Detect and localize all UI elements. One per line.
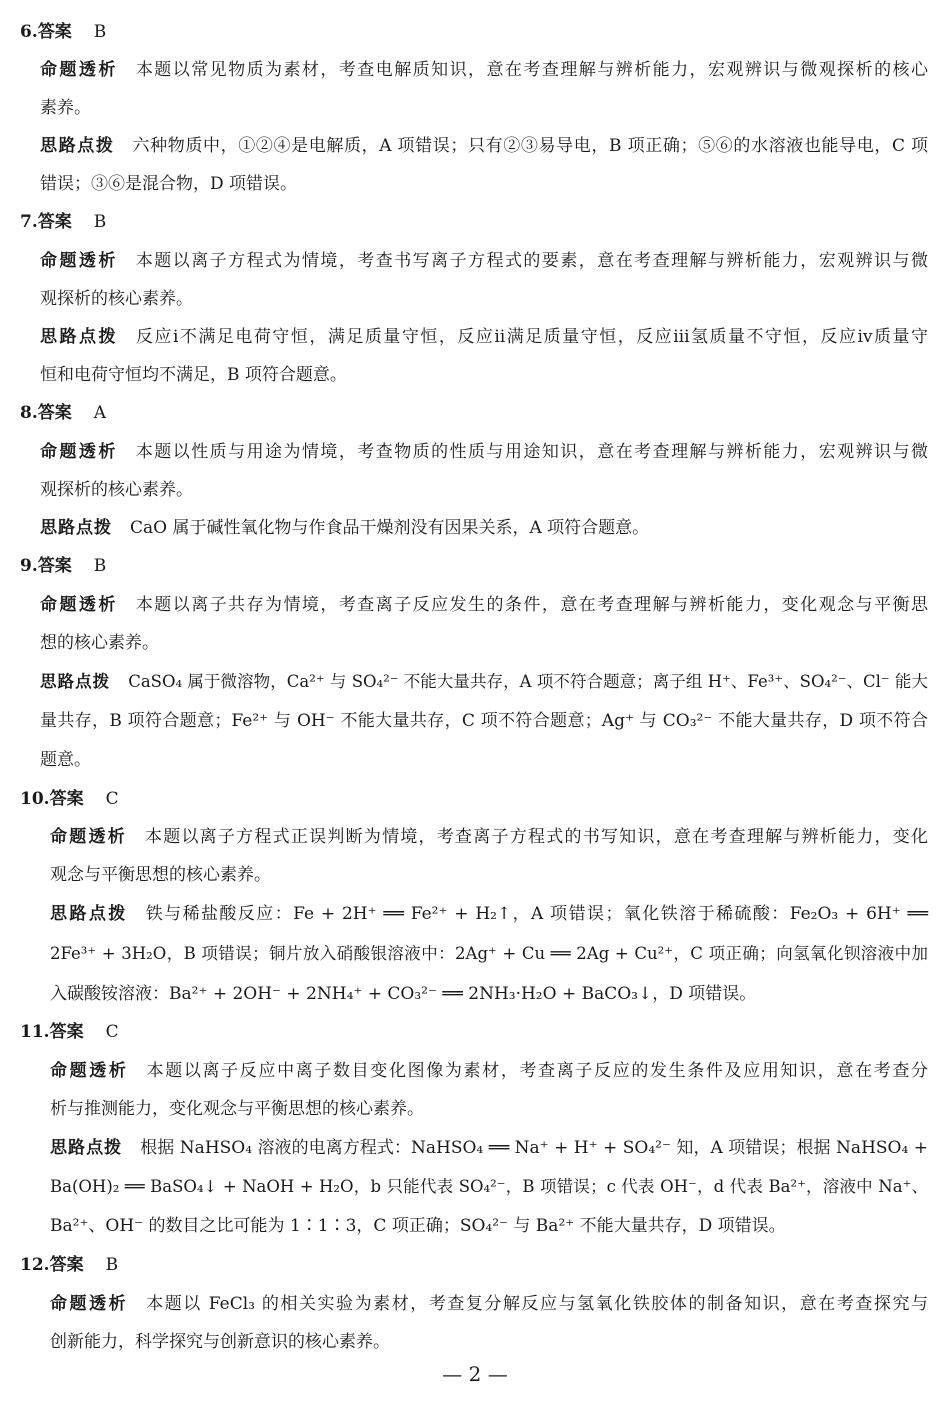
q12-number: 12. <box>20 1255 50 1275</box>
q8-answer-label: 答案 <box>37 403 72 423</box>
q10-hint-label: 思路点拨 <box>50 904 128 924</box>
q9-answer-label: 答案 <box>37 556 72 576</box>
q9-analysis-line-2: 想的核心素养。 <box>40 633 159 653</box>
q10-analysis-line-2: 观念与平衡思想的核心素养。 <box>50 865 271 885</box>
q8-hint-label: 思路点拨 <box>40 518 112 538</box>
q6-analysis-text-1: 本题以常见物质为素材，考查电解质知识，意在考查理解与辨析能力，宏观辨识与微观探析的核心 <box>135 60 929 80</box>
q9-analysis-line-1 <box>40 593 928 617</box>
q12-answer-label: 答案 <box>49 1255 84 1275</box>
q12-analysis-line-1 <box>50 1292 928 1316</box>
q11-answer-value: C <box>105 1022 119 1042</box>
q12-analysis-label: 命题透析 <box>50 1294 129 1314</box>
q7-number: 7. <box>20 212 38 232</box>
q10-hint-line-2: 2Fe³⁺ + 3H₂O，B 项错误；铜片放入硝酸银溶液中：2Ag⁺ + Cu ══ 2Ag + Cu²⁺，C 项正确；向氢氧化钡溶液中加 <box>50 944 928 963</box>
q7-answer-value: B <box>93 212 107 232</box>
q10-hint-text-1: 铁与稀盐酸反应：Fe + 2H⁺ ══ Fe²⁺ + H₂↑，A 项错误；氧化铁溶于稀硫酸：Fe₂O₃ + 6H⁺ ══ <box>145 904 929 924</box>
q8-hint-text-1: CaO 属于碱性氧化物与作食品干燥剂没有因果关系，A 项符合题意。 <box>130 518 650 538</box>
page-number: — 2 — <box>442 1362 508 1386</box>
q11-analysis-line-2: 析与推测能力，变化观念与平衡思想的核心素养。 <box>50 1099 424 1119</box>
q7-hint-line-1 <box>40 325 928 349</box>
q6-hint-text-1: 六种物质中，①②④是电解质，A 项错误；只有②③易导电，B 项正确；⑤⑥的水溶液也能导电，C 项 <box>132 136 928 156</box>
q6-analysis-line-2: 素养。 <box>40 98 91 118</box>
q7-analysis-text-1: 本题以离子方程式为情境，考查书写离子方程式的要素，意在考查理解与辨析能力，宏观辨识与微 <box>135 251 929 271</box>
q10-number: 10. <box>20 789 50 809</box>
q9-analysis-label: 命题透析 <box>40 595 118 615</box>
q9-hint-text-1: CaSO₄ 属于微溶物，Ca²⁺ 与 SO₄²⁻ 不能大量共存，A 项不符合题意；离子组 H⁺、Fe³⁺、SO₄²⁻、Cl⁻ 能大 <box>128 672 928 691</box>
q8-analysis-line-1 <box>40 440 928 464</box>
q11-analysis-label: 命题透析 <box>50 1061 129 1081</box>
q8-answer-value: A <box>93 403 107 423</box>
q10-hint-line-1 <box>50 902 928 926</box>
q10-analysis-text-1: 本题以离子方程式正误判断为情境，考查离子方程式的书写知识，意在考查理解与辨析能力，变化 <box>144 827 929 847</box>
q6-analysis-line-1 <box>40 58 928 82</box>
q10-answer-line <box>20 787 119 811</box>
q6-hint-label: 思路点拨 <box>40 136 115 156</box>
q6-analysis-label: 命题透析 <box>40 60 118 80</box>
q11-analysis-line-1 <box>50 1059 928 1083</box>
q8-analysis-line-2: 观探析的核心素养。 <box>40 480 193 500</box>
q11-answer-label: 答案 <box>49 1022 84 1042</box>
q9-hint-line-2: 量共存，B 项符合题意；Fe²⁺ 与 OH⁻ 不能大量共存，C 项不符合题意；Ag⁺ 与 CO₃²⁻ 不能大量共存，D 项不符合 <box>40 711 928 731</box>
q7-hint-text-1: 反应ⅰ不满足电荷守恒，满足质量守恒，反应ⅱ满足质量守恒，反应ⅲ氢质量不守恒，反应ⅳ质量守 <box>136 327 929 347</box>
q8-analysis-text-1: 本题以性质与用途为情境，考查物质的性质与用途知识，意在考查理解与辨析能力，宏观辨识与微 <box>135 442 929 462</box>
q8-analysis-label: 命题透析 <box>40 442 118 462</box>
q7-answer-line <box>20 210 106 234</box>
q9-answer-value: B <box>93 556 107 576</box>
q7-hint-line-2: 恒和电荷守恒均不满足，B 项符合题意。 <box>40 365 347 385</box>
q7-analysis-label: 命题透析 <box>40 251 118 271</box>
q12-answer-line <box>20 1253 118 1277</box>
q8-answer-line <box>20 401 106 425</box>
q11-answer-line <box>20 1020 119 1044</box>
q9-number: 9. <box>20 556 38 576</box>
q12-analysis-text-1: 本题以 FeCl₃ 的相关实验为素材，考查复分解反应与氢氧化铁胶体的制备知识，意在考查探究与 <box>146 1294 928 1314</box>
q6-hint-line-2: 错误；③⑥是混合物，D 项错误。 <box>40 174 298 194</box>
q11-hint-label: 思路点拨 <box>50 1138 123 1158</box>
q10-answer-label: 答案 <box>49 789 84 809</box>
q10-analysis-line-1 <box>50 825 928 849</box>
q6-answer-value: B <box>93 22 107 42</box>
q9-analysis-text-1: 本题以离子共存为情境，考查离子反应发生的条件，意在考查理解与辨析能力，变化观念与平衡思 <box>135 595 929 615</box>
q9-hint-line-1 <box>40 670 928 694</box>
q6-answer-label: 答案 <box>37 22 72 42</box>
q10-hint-line-3: 入碳酸铵溶液：Ba²⁺ + 2OH⁻ + 2NH₄⁺ + CO₃²⁻ ══ 2NH₃·H₂O + BaCO₃↓，D 项错误。 <box>50 984 757 1004</box>
q12-answer-value: B <box>105 1255 119 1275</box>
q10-analysis-label: 命题透析 <box>50 827 127 847</box>
q11-hint-line-3: Ba²⁺、OH⁻ 的数目之比可能为 1∶1∶3，C 项正确；SO₄²⁻ 与 Ba²⁺ 不能大量共存，D 项错误。 <box>50 1216 786 1236</box>
q11-hint-text-1: 根据 NaHSO₄ 溶液的电离方程式：NaHSO₄ ══ Na⁺ + H⁺ + SO₄²⁻ 知，A 项错误；根据 NaHSO₄ + <box>140 1138 928 1158</box>
q7-analysis-line-2: 观探析的核心素养。 <box>40 289 193 309</box>
q7-hint-label: 思路点拨 <box>40 327 118 347</box>
q6-hint-line-1 <box>40 134 928 158</box>
q10-answer-value: C <box>105 789 119 809</box>
q6-answer-line <box>20 20 106 44</box>
q9-answer-line <box>20 554 106 578</box>
q6-number: 6. <box>20 22 38 42</box>
q8-number: 8. <box>20 403 38 423</box>
q11-hint-line-1 <box>50 1136 928 1160</box>
q9-hint-label: 思路点拨 <box>40 672 111 691</box>
q11-analysis-text-1: 本题以离子反应中离子数目变化图像为素材，考查离子反应的发生条件及应用知识，意在考查分 <box>146 1061 928 1081</box>
q11-number: 11. <box>20 1022 50 1042</box>
q7-answer-label: 答案 <box>37 212 72 232</box>
q7-analysis-line-1 <box>40 249 928 273</box>
q8-hint-line-1 <box>40 516 649 540</box>
q12-analysis-line-2: 创新能力，科学探究与创新意识的核心素养。 <box>50 1332 390 1352</box>
q11-hint-line-2: Ba(OH)₂ ══ BaSO₄↓ + NaOH + H₂O，b 只能代表 SO₄²⁻，B 项错误；c 代表 OH⁻，d 代表 Ba²⁺，溶液中 Na⁺、 <box>50 1177 928 1196</box>
q9-hint-line-3: 题意。 <box>40 750 91 770</box>
